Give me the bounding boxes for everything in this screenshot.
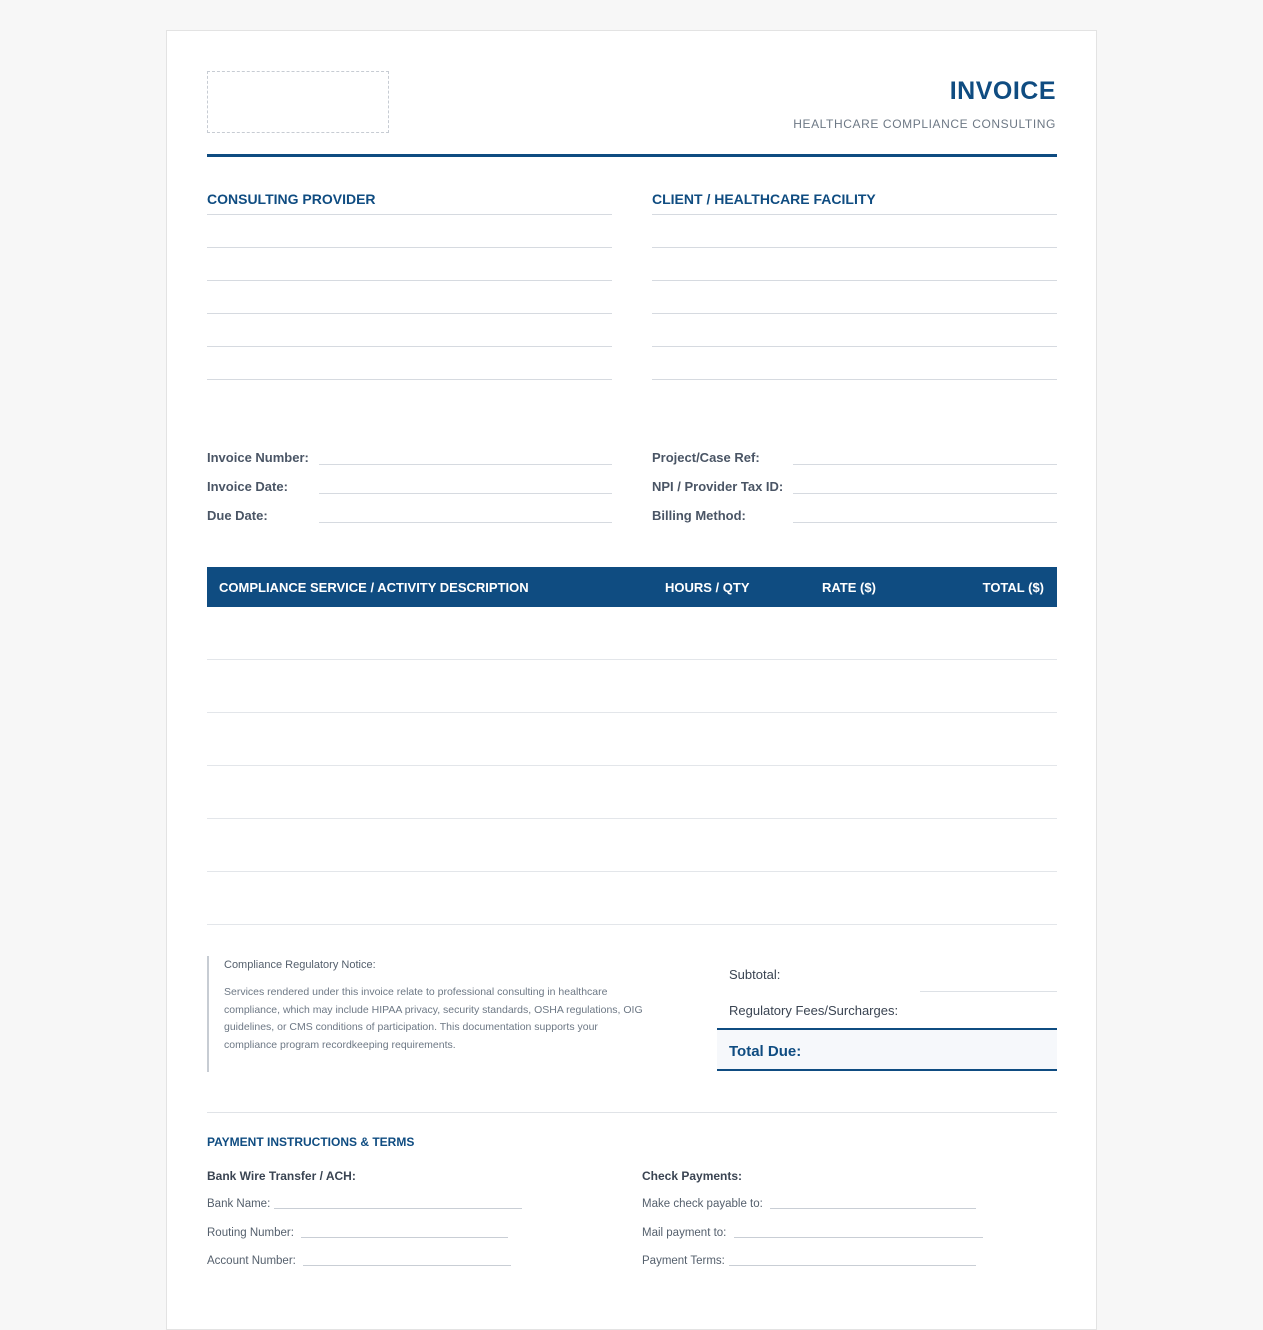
subtotal-field[interactable] xyxy=(920,991,1057,992)
table-row[interactable] xyxy=(207,818,1057,819)
payment-terms-field[interactable] xyxy=(729,1265,976,1266)
account-number-label: Account Number: xyxy=(207,1255,296,1267)
project-ref-field[interactable] xyxy=(793,464,1057,465)
client-line[interactable] xyxy=(652,379,1057,380)
project-ref-label: Project/Case Ref: xyxy=(652,450,760,465)
invoice-number-field[interactable] xyxy=(319,464,612,465)
client-line[interactable] xyxy=(652,313,1057,346)
invoice-number-label: Invoice Number: xyxy=(207,450,309,465)
provider-line[interactable] xyxy=(207,313,612,346)
client-line[interactable] xyxy=(652,214,1057,247)
col-description: COMPLIANCE SERVICE / ACTIVITY DESCRIPTION xyxy=(219,580,529,595)
regulatory-notice xyxy=(207,956,647,1072)
col-rate: RATE ($) xyxy=(822,580,876,595)
due-date-field[interactable] xyxy=(319,522,612,523)
header-rule xyxy=(207,154,1057,157)
provider-line[interactable] xyxy=(207,247,612,280)
client-fields xyxy=(652,214,1057,380)
bank-name-label: Bank Name: xyxy=(207,1198,271,1210)
check-heading: Check Payments: xyxy=(642,1169,743,1183)
invoice-date-field[interactable] xyxy=(319,493,612,494)
table-row[interactable] xyxy=(207,659,1057,660)
payment-heading: PAYMENT INSTRUCTIONS & TERMS xyxy=(207,1135,415,1149)
client-heading: CLIENT / HEALTHCARE FACILITY xyxy=(652,191,876,207)
npi-label: NPI / Provider Tax ID: xyxy=(652,479,784,494)
notice-title: Compliance Regulatory Notice: xyxy=(224,959,376,971)
table-row[interactable] xyxy=(207,712,1057,713)
col-total: TOTAL ($) xyxy=(982,580,1044,595)
client-line[interactable] xyxy=(652,247,1057,280)
subtotal-label: Subtotal: xyxy=(729,967,781,982)
client-line[interactable] xyxy=(652,280,1057,313)
table-row[interactable] xyxy=(207,924,1057,925)
invoice-title: INVOICE xyxy=(949,77,1056,105)
section-divider xyxy=(207,1112,1057,1113)
table-row[interactable] xyxy=(207,871,1057,872)
provider-line[interactable] xyxy=(207,280,612,313)
logo-placeholder xyxy=(207,71,389,133)
invoice-date-label: Invoice Date: xyxy=(207,479,288,494)
provider-line[interactable] xyxy=(207,346,612,379)
provider-heading: CONSULTING PROVIDER xyxy=(207,191,376,207)
col-hours: HOURS / QTY xyxy=(665,580,750,595)
mail-payment-field[interactable] xyxy=(734,1237,983,1238)
provider-line[interactable] xyxy=(207,379,612,380)
fees-label: Regulatory Fees/Surcharges: xyxy=(729,1003,899,1018)
npi-field[interactable] xyxy=(793,493,1057,494)
billing-method-label: Billing Method: xyxy=(652,508,746,523)
routing-number-label: Routing Number: xyxy=(207,1227,294,1239)
client-line[interactable] xyxy=(652,346,1057,379)
billing-method-field[interactable] xyxy=(793,522,1057,523)
provider-line[interactable] xyxy=(207,214,612,247)
total-due-box xyxy=(717,1028,1057,1071)
payment-terms-label: Payment Terms: xyxy=(642,1255,725,1267)
account-number-field[interactable] xyxy=(303,1265,511,1266)
bank-heading: Bank Wire Transfer / ACH: xyxy=(207,1169,356,1183)
line-items-header xyxy=(207,567,1057,607)
routing-number-field[interactable] xyxy=(301,1237,508,1238)
payable-to-label: Make check payable to: xyxy=(642,1198,763,1210)
provider-fields xyxy=(207,214,612,380)
invoice-subtitle: HEALTHCARE COMPLIANCE CONSULTING xyxy=(793,117,1056,131)
total-due-label: Total Due: xyxy=(729,1043,802,1060)
table-row[interactable] xyxy=(207,765,1057,766)
invoice-page xyxy=(166,30,1097,1330)
payable-to-field[interactable] xyxy=(770,1208,976,1209)
notice-text: Services rendered under this invoice relate to professional consulting in healthcare compliance, which may include HIPAA privacy, security standards, OSHA regulations, OIG guidelines, or CMS conditions of participation. This documentation supports your compliance program recordkeeping requirements. xyxy=(224,986,643,1051)
due-date-label: Due Date: xyxy=(207,508,268,523)
bank-name-field[interactable] xyxy=(274,1208,522,1209)
mail-payment-label: Mail payment to: xyxy=(642,1227,727,1239)
